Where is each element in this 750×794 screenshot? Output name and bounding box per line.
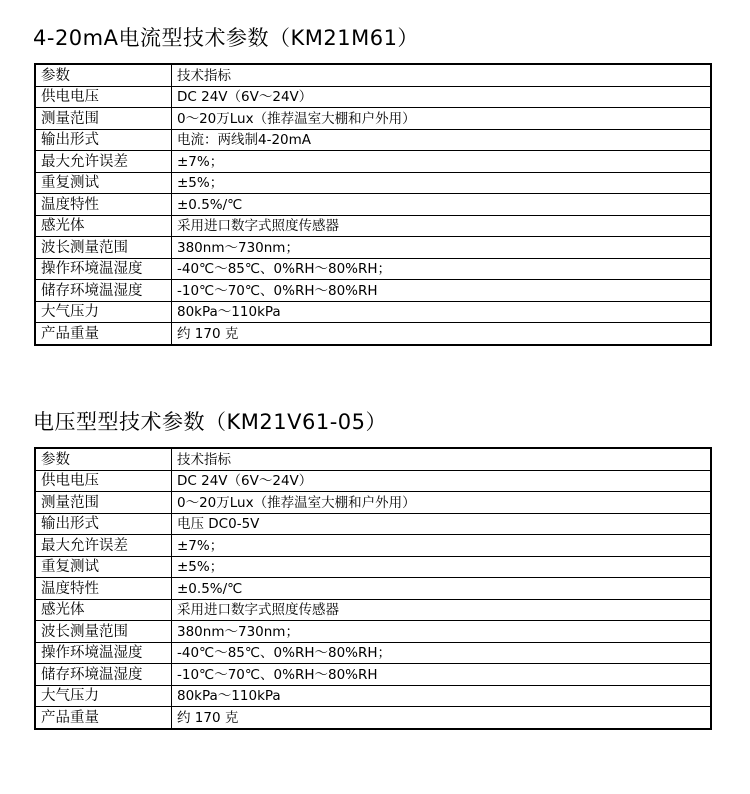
parameter-value: 采用进口数字式照度传感器 xyxy=(172,599,712,621)
section-title-voltage: 电压型型技术参数（KM21V61-05） xyxy=(33,410,387,434)
table-row xyxy=(35,492,711,514)
table-row xyxy=(35,535,711,557)
parameter-name: 供电电压 xyxy=(35,86,172,108)
table-row xyxy=(35,599,711,621)
parameter-name: 感光体 xyxy=(35,599,172,621)
table-row xyxy=(35,172,711,194)
parameter-value: 采用进口数字式照度传感器 xyxy=(172,215,712,237)
table-row xyxy=(35,707,711,729)
parameter-value: ±7%； xyxy=(172,151,712,173)
parameter-name: 测量范围 xyxy=(35,108,172,130)
parameter-value: 80kPa～110kPa xyxy=(172,301,712,323)
table-row xyxy=(35,215,711,237)
parameter-name: 大气压力 xyxy=(35,685,172,707)
table-row xyxy=(35,664,711,686)
parameter-value: 电流：两线制4-20mA xyxy=(172,129,712,151)
spec-table-body xyxy=(35,448,711,729)
parameter-value: 380nm～730nm； xyxy=(172,621,712,643)
spec-table-voltage xyxy=(34,447,712,730)
parameter-name: 测量范围 xyxy=(35,492,172,514)
parameter-value: -40℃～85℃、0%RH～80%RH； xyxy=(172,642,712,664)
parameter-value: 380nm～730nm； xyxy=(172,237,712,259)
parameter-value: -40℃～85℃、0%RH～80%RH； xyxy=(172,258,712,280)
column-header-parameter: 参数 xyxy=(35,64,172,86)
column-header-parameter: 参数 xyxy=(35,448,172,470)
parameter-name: 最大允许误差 xyxy=(35,151,172,173)
parameter-value: 约 170 克 xyxy=(172,323,712,345)
table-row xyxy=(35,556,711,578)
parameter-name: 产品重量 xyxy=(35,323,172,345)
table-row xyxy=(35,108,711,130)
parameter-name: 操作环境温湿度 xyxy=(35,258,172,280)
parameter-value: 约 170 克 xyxy=(172,707,712,729)
parameter-name: 储存环境温湿度 xyxy=(35,280,172,302)
parameter-name: 重复测试 xyxy=(35,556,172,578)
table-row xyxy=(35,642,711,664)
parameter-name: 操作环境温湿度 xyxy=(35,642,172,664)
table-row xyxy=(35,621,711,643)
table-row xyxy=(35,194,711,216)
section-title-current: 4-20mA电流型技术参数（KM21M61） xyxy=(33,26,419,50)
column-header-spec: 技术指标 xyxy=(172,448,712,470)
parameter-name: 产品重量 xyxy=(35,707,172,729)
parameter-name: 温度特性 xyxy=(35,578,172,600)
parameter-value: -10℃～70℃、0%RH～80%RH xyxy=(172,280,712,302)
parameter-name: 输出形式 xyxy=(35,129,172,151)
parameter-value: DC 24V（6V～24V） xyxy=(172,470,712,492)
table-row xyxy=(35,301,711,323)
parameter-value: ±7%； xyxy=(172,535,712,557)
parameter-value: 0～20万Lux（推荐温室大棚和户外用） xyxy=(172,108,712,130)
spec-table-body xyxy=(35,64,711,345)
parameter-name: 波长测量范围 xyxy=(35,621,172,643)
table-row xyxy=(35,129,711,151)
parameter-name: 最大允许误差 xyxy=(35,535,172,557)
table-header-row xyxy=(35,64,711,86)
parameter-name: 输出形式 xyxy=(35,513,172,535)
parameter-value: ±5%； xyxy=(172,172,712,194)
parameter-value: 80kPa～110kPa xyxy=(172,685,712,707)
parameter-name: 储存环境温湿度 xyxy=(35,664,172,686)
parameter-value: ±5%； xyxy=(172,556,712,578)
parameter-value: -10℃～70℃、0%RH～80%RH xyxy=(172,664,712,686)
table-row xyxy=(35,578,711,600)
parameter-name: 重复测试 xyxy=(35,172,172,194)
table-row xyxy=(35,323,711,345)
table-row xyxy=(35,258,711,280)
parameter-value: 0～20万Lux（推荐温室大棚和户外用） xyxy=(172,492,712,514)
parameter-name: 感光体 xyxy=(35,215,172,237)
table-row xyxy=(35,280,711,302)
parameter-value: ±0.5%/℃ xyxy=(172,194,712,216)
parameter-value: 电压 DC0-5V xyxy=(172,513,712,535)
column-header-spec: 技术指标 xyxy=(172,64,712,86)
parameter-name: 温度特性 xyxy=(35,194,172,216)
table-row xyxy=(35,86,711,108)
parameter-value: ±0.5%/℃ xyxy=(172,578,712,600)
table-row xyxy=(35,470,711,492)
table-row xyxy=(35,237,711,259)
parameter-name: 供电电压 xyxy=(35,470,172,492)
table-row xyxy=(35,151,711,173)
parameter-value: DC 24V（6V～24V） xyxy=(172,86,712,108)
table-header-row xyxy=(35,448,711,470)
spec-table-current xyxy=(34,63,712,346)
parameter-name: 大气压力 xyxy=(35,301,172,323)
parameter-name: 波长测量范围 xyxy=(35,237,172,259)
table-row xyxy=(35,685,711,707)
table-row xyxy=(35,513,711,535)
